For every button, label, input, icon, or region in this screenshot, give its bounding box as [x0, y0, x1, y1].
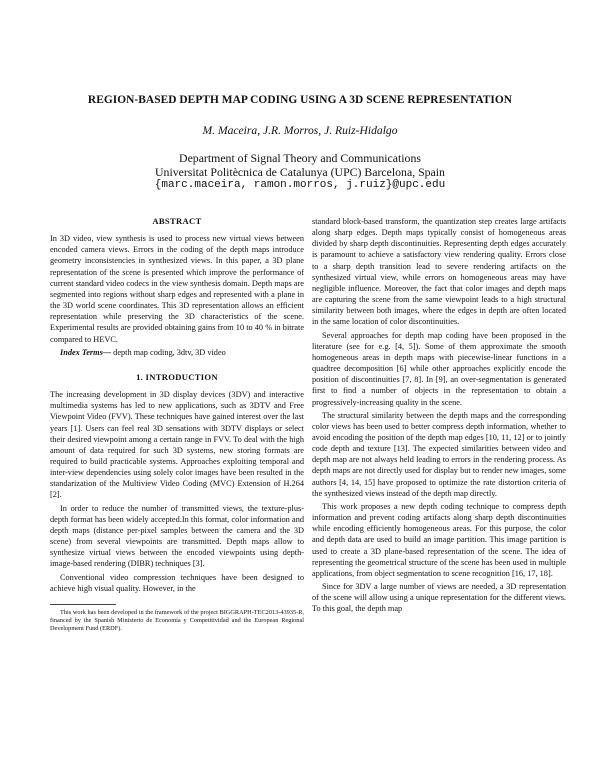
index-terms — [50, 347, 304, 358]
body-paragraph-1: standard block-based transform, the quantization step creates large artifacts along sharp edges. Depth maps typically consist of homogeneous areas divided by sharp depth discontinuities. Representing depth edges accurately is paramount to achieve a satisfactory view rendering quality. Errors close to a sharp depth transition lead to severe rendering artifacts on the synthesized virtual view, while errors on homogeneous areas may have negligible influence. Moreover, the fact that color images and depth maps are capturing the scene from the same viewpoint leads to a high structural similarity between both images, where the edges in depth are often located in the same location of color discontinuities. — [312, 217, 566, 327]
abstract-heading: ABSTRACT — [152, 216, 202, 226]
intro-paragraph-2: In order to reduce the number of transmitted views, the texture-plus-depth format has been widely accepted.In this format, color information and depth maps (distance per-pixel samples between the camera and the 3D scene) from several viewpoints are transmitted. Depth maps allow to synthesize virtual views between the encoded viewpoints using depth-image-based rendering (DIBR) techniques [3]. — [50, 503, 304, 569]
paper-title: REGION-BASED DEPTH MAP CODING USING A 3D SCENE REPRESENTATION — [87, 94, 513, 106]
intro-paragraph-1: The increasing development in 3D display devices (3DV) and interactive multimedia systems has led to new applications, such as 3DTV and Free Viewpoint Video (FVV). These techniques have gained interest over the last years [1]. Users can feel real 3D sensations with 3DTV displays or select their desired viewpoint among a certain range in FVV. To deal with the high amount of data required for such 3D systems, new storing formats are required to build practicable systems. Approaches exploiting temporal and inter-view dependencies using solely color images have been resulted in the standarization of the Multiview Video Coding (MVC) Extension of H.264 [2]. — [50, 390, 304, 500]
abstract-text: In 3D video, view synthesis is used to process new virtual views between encoded camera views. Errors in the coding of the depth maps introduce geometry inconsistencies in synthesized views. In this paper, a 3D plane representation of the scene is presented which improve the performance of current standard video codecs in the view synthesis domain. Depth maps are segmented into regions without sharp edges and represented with a plane in the 3D world scene coordinates. This 3D representation allows an efficient representation while preserving the 3D characteristics of the scene. Experimental results are provided obtaining gains from 10 to 40 % in bitrate compared to HEVC. — [50, 234, 304, 344]
body-paragraph-4: This work proposes a new depth coding technique to compress depth information and prevent coding artifacts along sharp depth discontinuities while encoding efficiently homogeneous areas. For this purpose, the color and depth data are used to build an image partition. This image partition is used to create a 3D plane-based representation of the scene. The idea of representing the geometrical structure of the scene has been used in multiple applications, from object segmentation to scene recognition [16, 17, 18]. — [312, 501, 566, 578]
affiliation-university: Universitat Politècnica de Catalunya (UPC) Barcelona, Spain — [155, 165, 445, 179]
index-terms-text: depth map coding, 3dtv, 3D video — [111, 347, 226, 357]
affiliation-department: Department of Signal Theory and Communications — [179, 151, 421, 165]
introduction-heading: 1. INTRODUCTION — [136, 371, 218, 382]
author-list: M. Maceira, J.R. Morros, J. Ruiz-Hidalgo — [202, 124, 398, 137]
intro-paragraph-3: Conventional video compression techniques have been designed to achieve high visual quality. However, in the — [50, 572, 304, 593]
right-column — [312, 216, 566, 616]
body-paragraph-2: Several approaches for depth map coding have been proposed in the literature (see for e.g. [4, 5]). Some of them approximate the smooth homogeneous areas in depth maps with piecewise-linear functions in a quadtree decomposition [6] while other approaches explicitly encode the position of discontinuities [7, 8]. In [9], an over-segmentation is generated first to find a number of objects in the representation to obtain a progressively-increasing quality in the scene. — [312, 330, 566, 407]
body-paragraph-3: The structural similarity between the depth maps and the corresponding color views has been used to better compress depth information, whether to avoid encoding the position of the depth map edges [10, 11, 12] or to jointly code depth and texture [13]. The expected similarities between video and depth map are not always held leading to errors in the rendering process. As depth maps are not directly used for display but to render new images, some authors [4, 14, 15] have proposed to optimize the rate distortion criteria of the synthesized views instead of the depth map directly. — [312, 410, 566, 498]
index-terms-label: Index Terms— — [60, 347, 112, 357]
footnote-rule — [50, 604, 116, 605]
body-paragraph-5: Since for 3DV a large number of views are needed, a 3D representation of the scene will allow using a unique representation for the different views. To this goal, the depth map — [312, 582, 566, 614]
left-column — [50, 216, 304, 635]
author-emails: {marc.maceira, ramon.morros, j.ruiz}@upc.edu — [154, 179, 446, 191]
footnote: This work has been developed in the framework of the project BIGGRAPH-TEC2013-43935-R, financed by the Spanish Ministerio de Economía y Competitividad and the European Regional Development Fund (ERDF). — [50, 608, 304, 633]
